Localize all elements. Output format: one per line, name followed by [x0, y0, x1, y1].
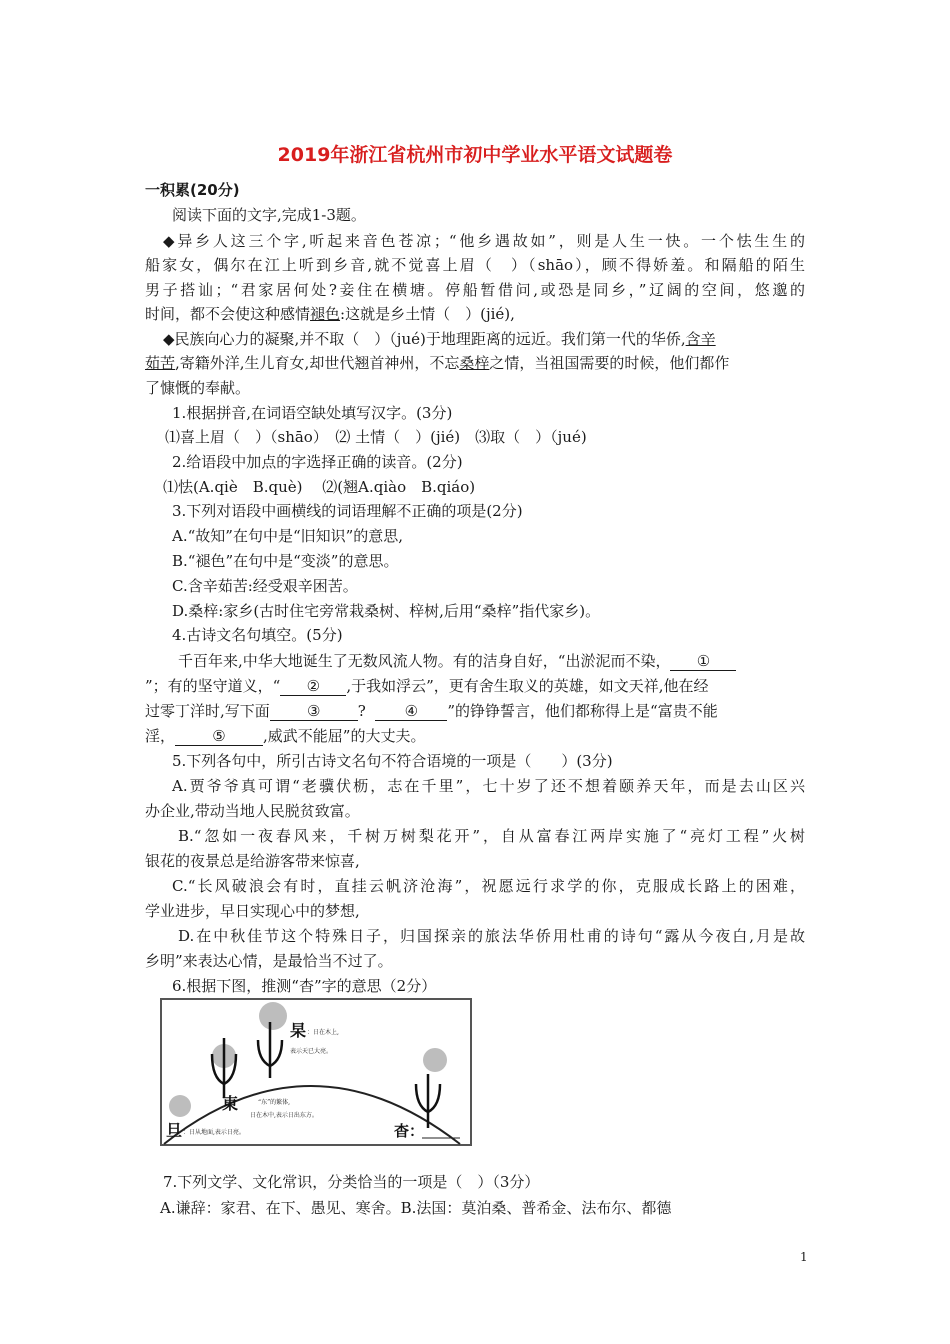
- question-2-items: ⑴怯(A.qiè B.què) ⑵(翘A.qiào B.qiáo): [163, 478, 476, 496]
- sun-low-icon: [169, 1095, 191, 1117]
- blank-4: ④: [375, 702, 447, 721]
- reading-intro: 阅读下面的文字,完成1-3题。: [172, 206, 366, 224]
- page-number: 1: [800, 1250, 808, 1264]
- underlined-word: 含辛: [685, 330, 716, 348]
- gao-note-line2: 表示天已大亮。: [290, 1048, 333, 1055]
- option-c-line1: C.“长风破浪会有时，直挂云帆济沧海”，祝愿远行求学的你，克服成长路上的困难，: [172, 877, 805, 895]
- character-figure: [160, 998, 472, 1146]
- question-1: 1.根据拼音,在词语空缺处填写汉字。(3分): [172, 404, 453, 422]
- question-4-line4: 淫， ⑤ ,威武不能屈”的大丈夫。: [145, 727, 426, 745]
- passage2-line1: ◆民族向心力的凝聚,并不取（ ）（jué)于地理距离的远近。我们第一代的华侨,含辛: [163, 330, 716, 348]
- question-4: 4.古诗文名句填空。(5分): [172, 626, 343, 644]
- dan-character: 旦: [166, 1121, 183, 1140]
- option-c-line2: 学业进步，早日实现心中的梦想,: [145, 902, 360, 920]
- question-3: 3.下列对语段中画横线的词语理解不正确的项是(2分): [172, 502, 523, 520]
- question-7-options: A.谦辞：家君、在下、愚见、寒舍。B.法国：莫泊桑、普希金、法布尔、都德: [160, 1199, 672, 1217]
- question-5: 5.下列各句中，所引古诗文名句不符合语境的一项是（ ）(3分): [172, 752, 613, 770]
- blank-5: ⑤: [175, 727, 263, 746]
- passage1-line1: ◆异乡人这三个字,听起来音色苍凉；“他乡遇故如”，则是人生一快。一个怯生生的: [163, 232, 805, 250]
- underlined-word: 茹苦: [145, 354, 176, 372]
- passage2-line2: 茹苦,寄籍外洋,生儿育女,却世代翘首神州，不忘桑梓之情，当祖国需要的时候，他们都作: [145, 354, 730, 372]
- gao-note-line1: ：日在木上,: [307, 1029, 339, 1036]
- passage1-line3: 男子搭讪；“君家居何处?妾住在横塘。停船暂借问,或恐是同乡，”辽阔的空间，悠邈的: [145, 281, 805, 299]
- option-d-line1: D.在中秋佳节这个特殊日子，归国探亲的旅法华侨用杜甫的诗句“露从今夜白,月是故: [178, 927, 805, 945]
- question-4-line1: 千百年来,中华大地诞生了无数风流人物。有的洁身自好，“出淤泥而不染， ①: [178, 651, 736, 671]
- blank-1: ①: [670, 652, 736, 671]
- question-4-line2: ”；有的坚守道义，“ ② ,于我如浮云”，更有舍生取义的英雄，如文天祥,他在经: [145, 677, 709, 695]
- underlined-word: 桑梓: [459, 354, 490, 372]
- gao-character: 杲: [290, 1021, 307, 1040]
- dong-note-line2: 日在木中,表示日出东方。: [250, 1112, 318, 1119]
- dong-character: 東: [222, 1094, 239, 1113]
- passage1-line4: 时间，都不会使这种感情褪色:这就是乡土情（ ）(jié),: [145, 305, 515, 323]
- sun-set-icon: [423, 1048, 447, 1072]
- question-2: 2.给语段中加点的字选择正确的读音。(2分): [172, 453, 463, 471]
- passage1-line2: 船家女，偶尔在江上听到乡音,就不觉喜上眉（ ）（shāo），顾不得娇羞。和隔船的陌生: [145, 256, 805, 274]
- option-b-line2: 银花的夜景总是给游客带来惊喜,: [145, 852, 360, 870]
- question-6: 6.根据下图，推测“杳”字的意思（2分）: [172, 977, 437, 995]
- option-b: B.“褪色”在句中是“变淡”的意思。: [172, 552, 399, 570]
- page-title: 2019年浙江省杭州市初中学业水平语文试题卷: [277, 144, 673, 166]
- option-a-line2: 办企业,带动当地人民脱贫致富。: [145, 802, 360, 820]
- dan-note: ：日从地面,表示日亮。: [183, 1129, 245, 1136]
- sun-high-icon: [259, 1002, 287, 1030]
- option-b-line1: B.“忽如一夜春风来，千树万树梨花开”，自从富春江两岸实施了“亮灯工程”火树: [178, 827, 805, 845]
- question-1-items: ⑴喜上眉（ ）（shāo） ⑵ 土情（ ）(jié) ⑶取（ ）（jué): [165, 428, 587, 446]
- passage2-line3: 了慷慨的奉献。: [145, 379, 251, 397]
- figure-frame: [161, 999, 471, 1145]
- yao-character: 杳：: [394, 1122, 425, 1140]
- underlined-word: 褪色: [310, 305, 341, 323]
- option-a-line1: A.贾爷爷真可谓“老骥伏枥，志在千里”，七十岁了还不想着颐养天年，而是去山区兴: [172, 777, 805, 795]
- option-a: A.“故知”在句中是“旧知识”的意思,: [172, 527, 404, 545]
- option-d: D.桑梓:家乡(古时住宅旁常栽桑树、梓树,后用“桑梓”指代家乡)。: [172, 602, 601, 620]
- blank-2: ②: [280, 677, 346, 696]
- section-heading: 一积累(20分): [145, 181, 240, 199]
- option-c: C.含辛茹苦:经受艰辛困苦。: [172, 577, 358, 595]
- question-4-line3: 过零丁洋时,写下面 ③ ? ④ ”的铮铮誓言，他们都称得上是“富贵不能: [145, 702, 718, 720]
- question-7: 7.下列文学、文化常识，分类恰当的一项是（ ）（3分）: [163, 1173, 540, 1191]
- option-d-line2: 乡明”来表达心情，是最恰当不过了。: [145, 952, 393, 970]
- dong-note-line1: “东”的繁体,: [258, 1099, 291, 1106]
- blank-3: ③: [270, 702, 358, 721]
